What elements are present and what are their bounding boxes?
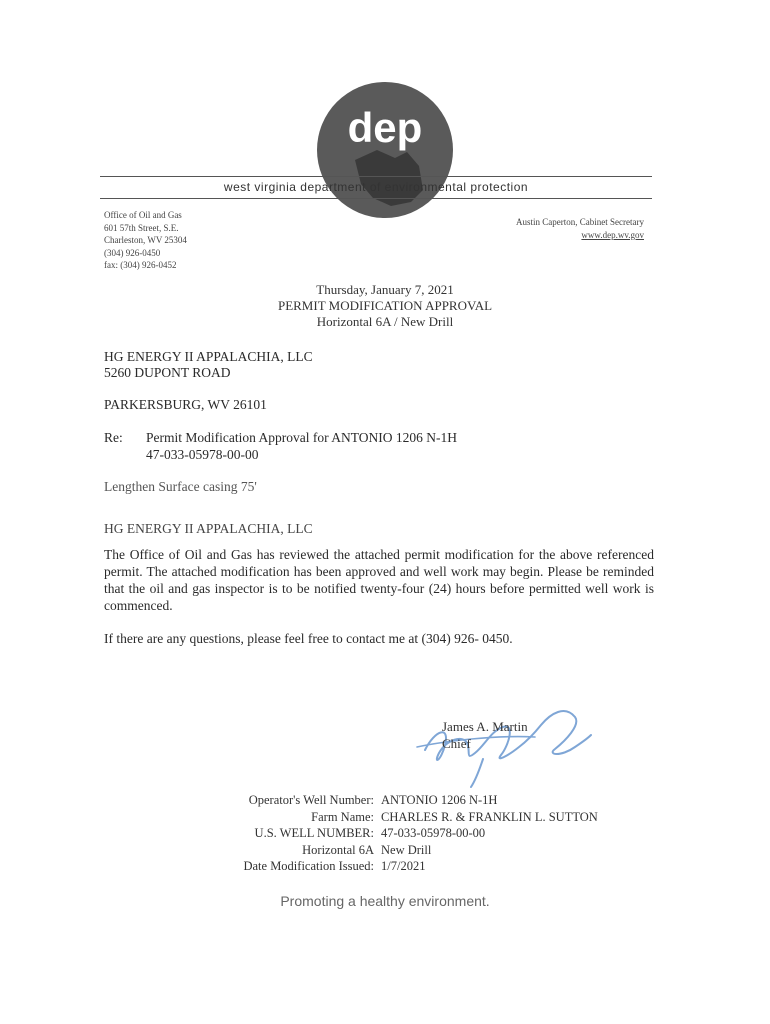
office-address xyxy=(104,209,187,272)
re-subject: Permit Modification Approval for ANTONIO 1206 N-1H xyxy=(146,430,457,445)
label-operator-well-number: Operator's Well Number: xyxy=(248,793,374,807)
signer-block xyxy=(442,718,528,752)
website-link[interactable]: www.dep.wv.gov xyxy=(581,230,644,240)
dep-logo xyxy=(315,80,455,220)
signer-title: Chief xyxy=(442,736,471,751)
well-info-values xyxy=(381,792,598,875)
recipient-company: HG ENERGY II APPALACHIA, LLC xyxy=(104,349,313,364)
signer-name: James A. Martin xyxy=(442,719,528,734)
letter-date: Thursday, January 7, 2021 xyxy=(316,282,454,297)
value-operator-well-number: ANTONIO 1206 N-1H xyxy=(381,793,498,807)
value-farm-name: CHARLES R. & FRANKLIN L. SUTTON xyxy=(381,809,598,824)
modification-description: Lengthen Surface casing 75' xyxy=(104,479,257,494)
header-rule-top xyxy=(100,176,652,177)
office-phone: (304) 926-0450 xyxy=(104,247,161,258)
body-paragraph-2: If there are any questions, please feel free to contact me at (304) 926- 0450. xyxy=(104,631,513,646)
secretary-block xyxy=(516,216,644,242)
footer-slogan: Promoting a healthy environment. xyxy=(280,893,490,909)
office-fax: fax: (304) 926-0452 xyxy=(104,260,177,270)
logo-text: dep xyxy=(347,104,423,151)
office-city: Charleston, WV 25304 xyxy=(104,235,187,245)
re-api-number: 47-033-05978-00-00 xyxy=(146,447,259,462)
header-rule-bottom xyxy=(100,198,652,199)
label-horizontal: Horizontal 6A xyxy=(302,842,374,857)
secretary-name: Austin Caperton, Cabinet Secretary xyxy=(516,217,644,227)
well-info-labels xyxy=(243,792,374,875)
value-us-well-number: 47-033-05978-00-00 xyxy=(381,826,486,840)
department-name: west virginia department of environmental protection xyxy=(223,180,529,194)
value-horizontal: New Drill xyxy=(381,842,432,857)
body-paragraph-1: The Office of Oil and Gas has reviewed the attached permit modification for the above referenced permit. The attached modification has been approved and well work may begin. Please be reminded that the oil and gas inspector is to be notified twenty-four (24) hours before permitted well work is commenced. xyxy=(104,547,654,613)
recipient-city: PARKERSBURG, WV 26101 xyxy=(104,397,267,412)
re-label: Re: xyxy=(104,430,123,445)
label-us-well-number: U.S. WELL NUMBER: xyxy=(254,826,374,840)
salutation: HG ENERGY II APPALACHIA, LLC xyxy=(104,521,313,536)
letter-subtitle: Horizontal 6A / New Drill xyxy=(316,314,454,329)
value-date-issued: 1/7/2021 xyxy=(381,859,426,873)
office-name: Office of Oil and Gas xyxy=(104,210,182,220)
letter-title: PERMIT MODIFICATION APPROVAL xyxy=(277,298,493,313)
recipient-street: 5260 DUPONT ROAD xyxy=(104,365,231,380)
label-date-issued: Date Modification Issued: xyxy=(243,859,374,873)
office-street: 601 57th Street, S.E. xyxy=(104,222,179,233)
label-farm-name: Farm Name: xyxy=(311,809,374,824)
